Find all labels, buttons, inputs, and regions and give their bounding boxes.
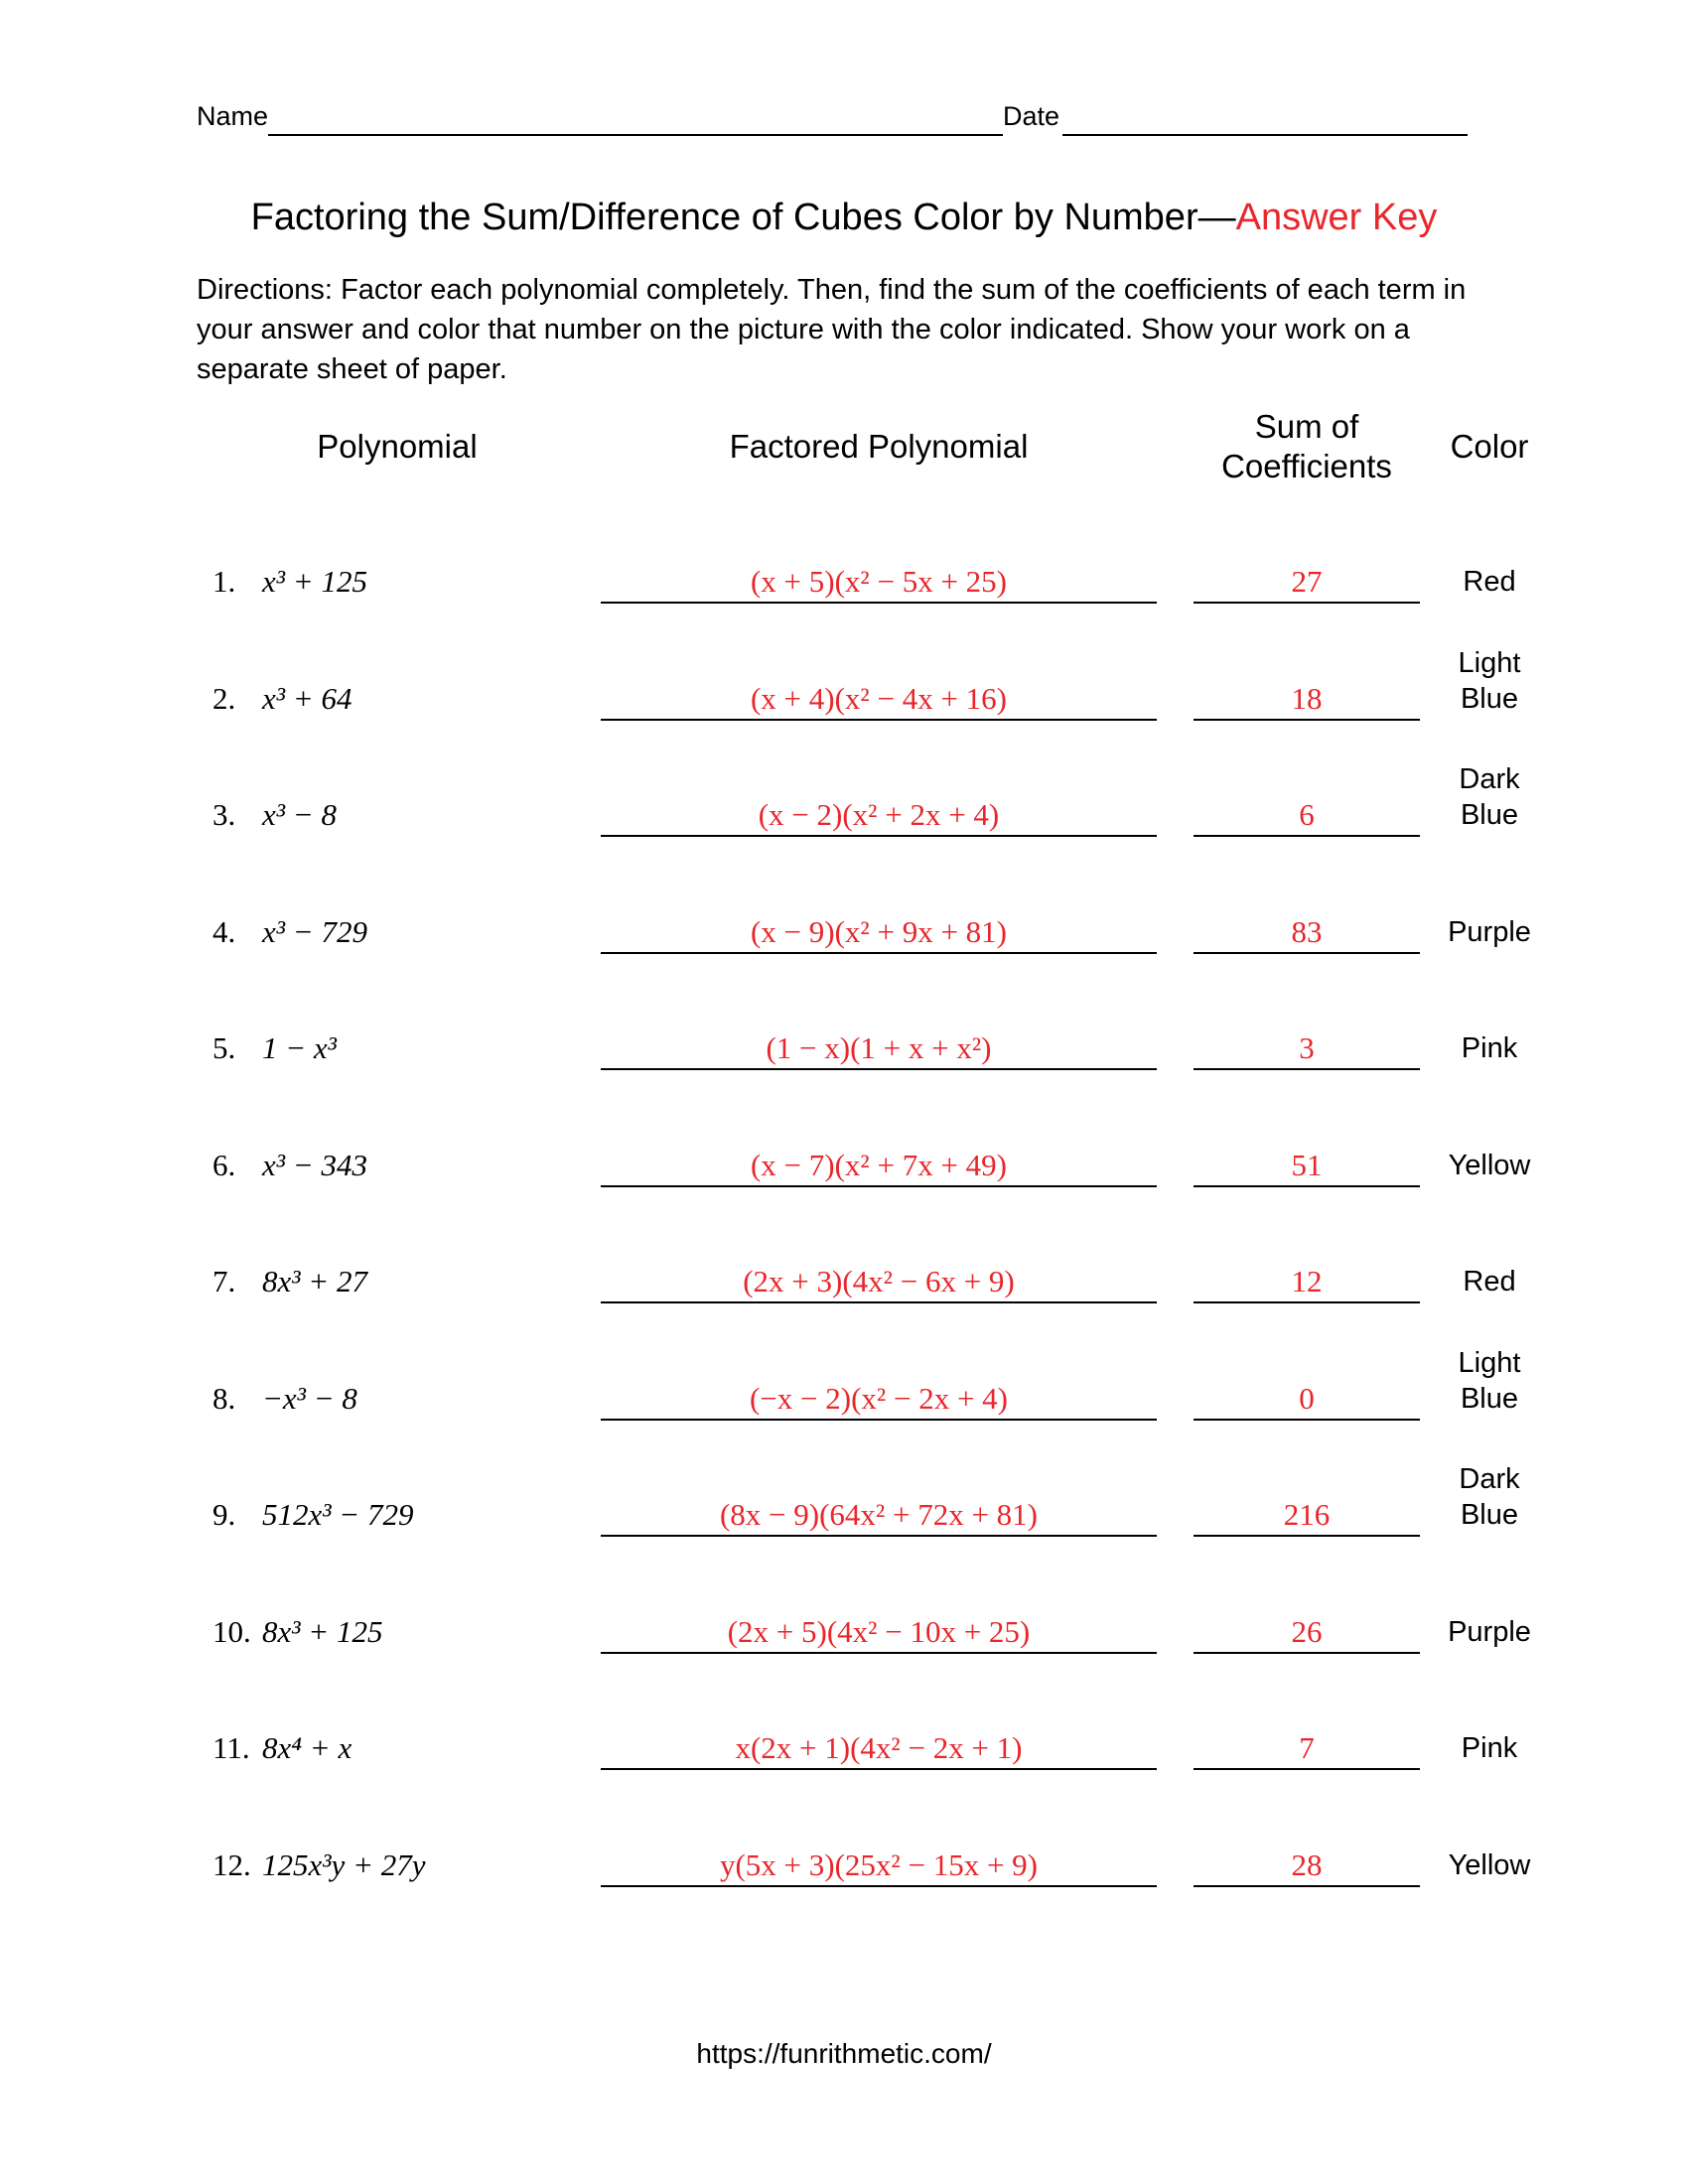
factored-answer-line[interactable] [601,1068,1157,1070]
color-label-line1: Red [1463,1266,1516,1297]
polynomial: x³ + 64 [262,680,352,716]
color-label [1430,1264,1549,1299]
color-label [1430,645,1549,717]
color-label-line2: Blue [1460,1499,1519,1531]
sum-of-coefficients: 216 [1283,1497,1331,1532]
directions-text: Factor each polynomial completely. Then, find the sum of the coefficients of each term in your answer and color that number on the picture with the color indicated. Show your work on a separate sheet of paper. [197,274,1467,385]
factored-polynomial: (x − 7)(x² + 7x + 49) [750,1147,1008,1182]
name-blank-line[interactable] [268,134,1003,136]
factored-answer-line[interactable] [601,719,1157,721]
problem-row [0,1264,1688,1323]
problem-number: 8. [212,1380,236,1416]
problem-row [0,1346,1688,1440]
sum-answer-line[interactable] [1194,1068,1420,1070]
sum-of-coefficients: 83 [1291,913,1323,949]
problem-row [0,564,1688,623]
date-label: Date [1003,101,1060,131]
color-label-line1: Red [1463,566,1516,598]
sum-of-coefficients: 26 [1291,1613,1323,1649]
problem-number: 12. [212,1846,251,1882]
factored-answer-line[interactable] [601,1885,1157,1887]
color-label [1430,1847,1549,1883]
problem-number: 7. [212,1264,236,1298]
polynomial: x³ + 125 [262,564,367,599]
factored-answer-line[interactable] [601,1652,1157,1654]
problem-row [0,646,1688,741]
polynomial: x³ − 343 [262,1147,367,1182]
factored-answer-line[interactable] [601,1185,1157,1187]
sum-answer-line[interactable] [1194,1185,1420,1187]
factored-answer-line[interactable] [601,1419,1157,1421]
sum-of-coefficients: 12 [1291,1264,1323,1298]
header-polynomial: Polynomial [317,428,478,465]
color-label-line2: Blue [1460,682,1519,715]
color-label [1430,1345,1549,1417]
problem-row [0,1463,1688,1557]
header-sum-line2: Coefficients [1221,448,1392,484]
sum-answer-line[interactable] [1194,1535,1420,1537]
factored-answer-line[interactable] [601,1535,1157,1537]
header-sum-line1: Sum of [1254,408,1359,445]
problem-number: 11. [212,1730,250,1765]
color-label-line1: Yellow [1448,1149,1531,1181]
sum-answer-line[interactable] [1194,1301,1420,1303]
factored-polynomial: (2x + 3)(4x² − 6x + 9) [743,1264,1015,1298]
color-label-line2: Blue [1460,1382,1519,1415]
problem-number: 5. [212,1030,236,1065]
title-main: Factoring the Sum/Difference of Cubes Color by Number— [250,197,1236,238]
problem-row [0,1148,1688,1207]
problem-number: 10. [212,1613,251,1649]
problem-number: 4. [212,913,236,949]
color-label-line1: Purple [1448,1615,1531,1648]
factored-polynomial: y(5x + 3)(25x² − 15x + 9) [719,1846,1039,1882]
sum-answer-line[interactable] [1194,602,1420,604]
polynomial: 8x³ + 125 [262,1613,383,1649]
directions-label: Directions: [197,274,333,306]
sum-of-coefficients: 3 [1299,1030,1315,1065]
problem-row [0,1030,1688,1090]
factored-polynomial: (8x − 9)(64x² + 72x + 81) [719,1497,1039,1532]
sum-of-coefficients: 18 [1291,680,1323,716]
name-label: Name [197,101,269,131]
sum-of-coefficients: 51 [1291,1147,1323,1182]
problem-row [0,763,1688,857]
sum-answer-line[interactable] [1194,1419,1420,1421]
factored-answer-line[interactable] [601,1301,1157,1303]
factored-answer-line[interactable] [601,952,1157,954]
problem-number: 3. [212,797,236,832]
color-label-line1: Dark [1459,763,1520,795]
color-label [1430,1030,1549,1066]
sum-of-coefficients: 6 [1299,797,1315,832]
factored-answer-line[interactable] [601,1768,1157,1770]
sum-answer-line[interactable] [1194,1652,1420,1654]
sum-answer-line[interactable] [1194,1768,1420,1770]
directions [197,270,1487,389]
footer-url: https://funrithmetic.com/ [696,2038,992,2069]
problem-row [0,1614,1688,1674]
color-label [1430,564,1549,600]
problem-row [0,1730,1688,1790]
factored-polynomial: (x + 4)(x² − 4x + 16) [750,680,1008,716]
color-label [1430,914,1549,950]
header-factored-polynomial: Factored Polynomial [729,428,1029,465]
problem-number: 2. [212,680,236,716]
polynomial: −x³ − 8 [262,1380,357,1416]
color-label-line2: Blue [1460,799,1519,831]
date-blank-line[interactable] [1062,134,1468,136]
sum-of-coefficients: 28 [1291,1846,1323,1882]
polynomial: x³ − 8 [262,797,337,832]
color-label [1430,1461,1549,1533]
page-title [0,197,1688,239]
factored-answer-line[interactable] [601,602,1157,604]
problem-number: 1. [212,564,236,599]
color-label-line1: Light [1458,646,1521,679]
sum-answer-line[interactable] [1194,719,1420,721]
header-sum-of-coefficients [1188,407,1426,486]
color-label [1430,1614,1549,1650]
color-label-line1: Light [1458,1346,1521,1379]
color-label [1430,1730,1549,1766]
factored-polynomial: (x + 5)(x² − 5x + 25) [750,564,1008,599]
color-label-line1: Dark [1459,1463,1520,1495]
sum-of-coefficients: 0 [1299,1380,1315,1416]
problem-row [0,1847,1688,1907]
polynomial: x³ − 729 [262,913,367,949]
polynomial: 1 − x³ [262,1030,337,1065]
factored-polynomial: x(2x + 1)(4x² − 2x + 1) [735,1730,1023,1765]
problem-number: 9. [212,1497,236,1532]
sum-answer-line[interactable] [1194,952,1420,954]
name-date-row [197,101,1477,137]
sum-answer-line[interactable] [1194,1885,1420,1887]
color-label [1430,1148,1549,1183]
problem-row [0,914,1688,974]
sum-of-coefficients: 27 [1291,564,1323,599]
sum-of-coefficients: 7 [1299,1730,1315,1765]
color-label-line1: Pink [1461,1032,1518,1064]
color-label-line1: Purple [1448,915,1531,948]
color-label-line1: Yellow [1448,1848,1531,1881]
color-label-line1: Pink [1461,1732,1518,1764]
factored-polynomial: (2x + 5)(4x² − 10x + 25) [727,1613,1031,1649]
polynomial: 125x³y + 27y [262,1846,426,1882]
factored-polynomial: (−x − 2)(x² − 2x + 4) [749,1380,1009,1416]
factored-polynomial: (x − 2)(x² + 2x + 4) [758,797,1000,832]
title-answer-key: Answer Key [1235,197,1438,238]
color-label [1430,761,1549,833]
polynomial: 8x⁴ + x [262,1730,352,1765]
polynomial: 512x³ − 729 [262,1497,414,1532]
polynomial: 8x³ + 27 [262,1264,367,1298]
header-color: Color [1450,428,1529,465]
problem-number: 6. [212,1147,236,1182]
factored-polynomial: (x − 9)(x² + 9x + 81) [750,913,1008,949]
factored-answer-line[interactable] [601,835,1157,837]
sum-answer-line[interactable] [1194,835,1420,837]
factored-polynomial: (1 − x)(1 + x + x²) [766,1030,992,1065]
